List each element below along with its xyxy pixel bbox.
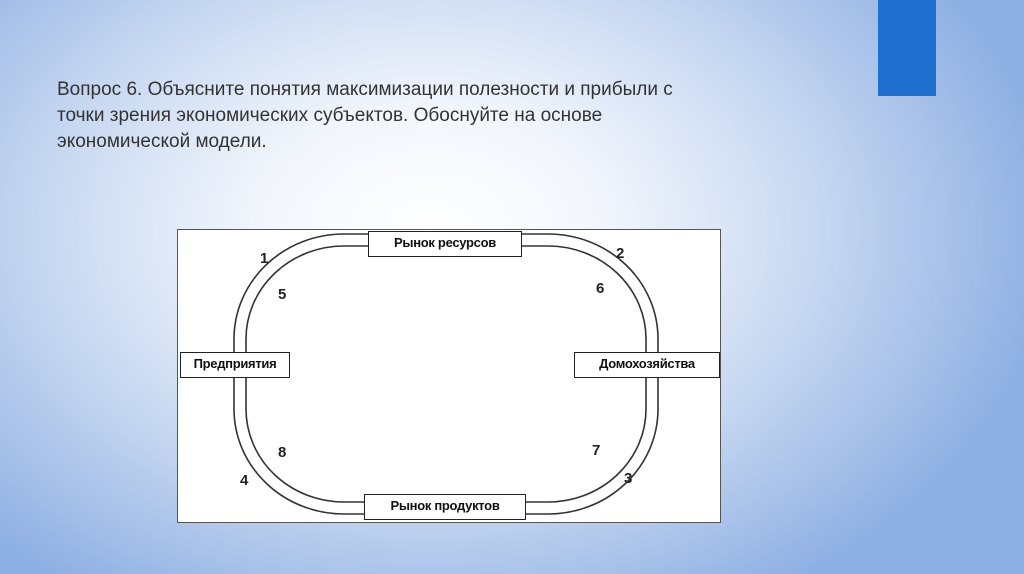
flow-number-8: 8 [278, 444, 287, 461]
question-text [57, 77, 857, 155]
node-households: Домохозяйства [574, 352, 720, 378]
flow-number-1: 1 [260, 250, 269, 267]
flow-number-6: 6 [596, 280, 605, 297]
question-line-1: Вопрос 6. Объясните понятия максимизации полезности и прибыли с [57, 79, 673, 100]
node-firms: Предприятия [180, 352, 290, 378]
question-line-2: точки зрения экономических субъектов. Обоснуйте на основе [57, 105, 603, 126]
flow-number-4: 4 [240, 472, 249, 489]
accent-bar [878, 0, 936, 96]
flow-number-3: 3 [624, 470, 633, 487]
flow-number-5: 5 [278, 286, 287, 303]
circular-flow-diagram [177, 229, 721, 523]
node-product-market: Рынок продуктов [364, 494, 526, 520]
flow-number-2: 2 [616, 245, 625, 262]
node-resource-market: Рынок ресурсов [368, 231, 522, 257]
flow-number-7: 7 [592, 442, 601, 459]
question-line-3: экономической модели. [57, 131, 267, 152]
